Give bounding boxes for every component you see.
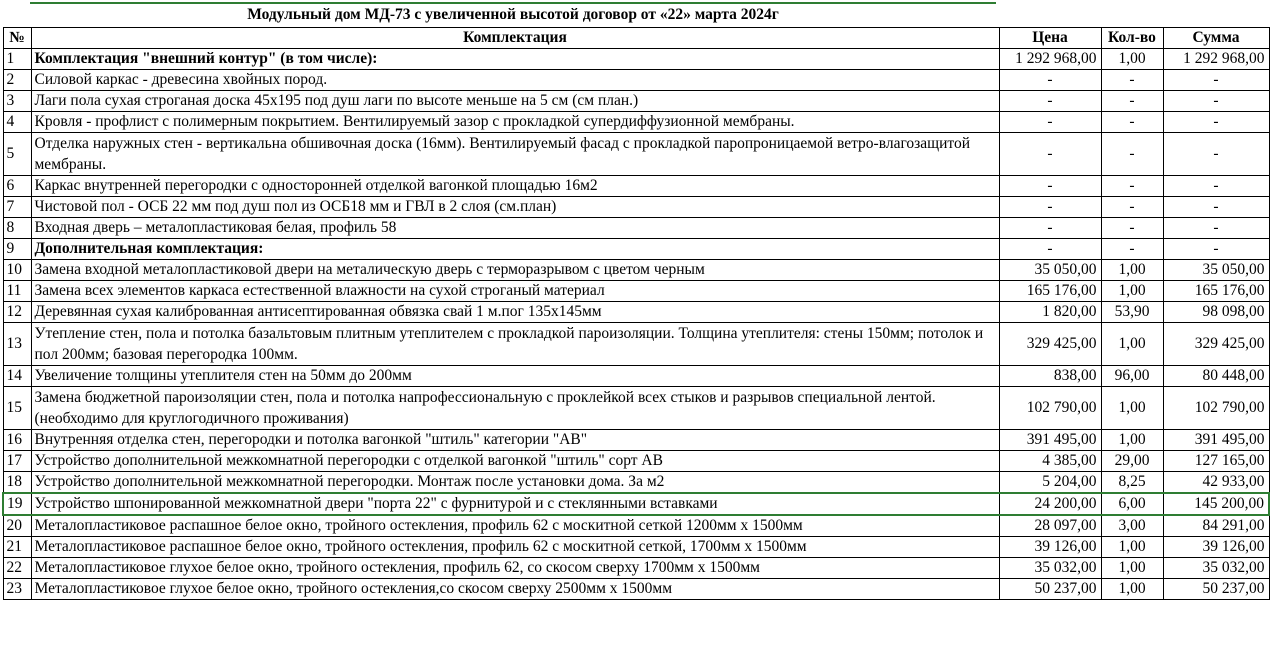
description-cell[interactable]: Металопластиковое распашное белое окно, тройного остекления, профиль 62 с москитной сеткой, 1700мм х 1500мм [31,537,999,558]
header-desc[interactable]: Комплектация [31,28,999,49]
table-row [3,91,1269,112]
sum-cell[interactable]: - [1163,218,1269,239]
table-row [3,49,1269,70]
row-number-cell[interactable]: 2 [3,70,31,91]
description-cell[interactable]: Комплектация "внешний контур" (в том числе): [31,49,999,70]
price-cell[interactable]: - [999,176,1101,197]
row-number-cell[interactable]: 18 [3,472,31,494]
table-row [3,112,1269,133]
row-number-cell[interactable]: 16 [3,430,31,451]
sum-cell[interactable]: - [1163,197,1269,218]
description-cell[interactable]: Устройство дополнительной межкомнатной перегородки с отделкой вагонкой "штиль" сорт АВ [31,451,999,472]
quantity-cell[interactable]: 3,00 [1101,515,1163,537]
table-row [3,451,1269,472]
quantity-cell[interactable]: - [1101,133,1163,176]
description-cell[interactable]: Устройство шпонированной межкомнатной двери "порта 22" с фурнитурой и с стеклянными вставками [31,493,999,515]
row-number-cell[interactable]: 5 [3,133,31,176]
row-number-cell[interactable]: 13 [3,323,31,366]
price-cell[interactable]: 838,00 [999,366,1101,387]
price-cell[interactable]: 1 292 968,00 [999,49,1101,70]
quantity-cell[interactable]: 1,00 [1101,49,1163,70]
price-cell[interactable]: - [999,91,1101,112]
row-number-cell[interactable]: 1 [3,49,31,70]
sum-cell[interactable]: 127 165,00 [1163,451,1269,472]
sum-cell[interactable]: 35 050,00 [1163,260,1269,281]
quantity-cell[interactable]: - [1101,197,1163,218]
row-number-cell[interactable]: 9 [3,239,31,260]
price-cell[interactable]: 35 032,00 [999,558,1101,579]
description-cell[interactable]: Металопластиковое глухое белое окно, тройного остекления,со скосом сверху 2500мм х 1500мм [31,579,999,600]
quantity-cell[interactable]: 1,00 [1101,579,1163,600]
price-cell[interactable]: - [999,239,1101,260]
sum-cell[interactable]: 98 098,00 [1163,302,1269,323]
price-cell[interactable]: 165 176,00 [999,281,1101,302]
header-num[interactable]: № [3,28,31,49]
price-cell[interactable]: - [999,70,1101,91]
price-cell[interactable]: - [999,112,1101,133]
description-cell[interactable]: Утепление стен, пола и потолка базальтовым плитным утеплителем с прокладкой пароизоляции. Толщина утеплителя: стены 150мм; потолок и пол 200мм; базовая перегородка 100мм. [31,323,999,366]
description-cell[interactable]: Увеличение толщины утеплителя стен на 50мм до 200мм [31,366,999,387]
row-number-cell[interactable]: 11 [3,281,31,302]
price-cell[interactable]: 39 126,00 [999,537,1101,558]
quantity-cell[interactable]: 1,00 [1101,430,1163,451]
description-cell[interactable]: Входная дверь – металопластиковая белая, профиль 58 [31,218,999,239]
description-cell[interactable]: Внутренняя отделка стен, перегородки и потолка вагонкой "штиль" категории "АВ" [31,430,999,451]
description-cell[interactable]: Замена входной металопластиковой двери на металическую дверь с терморазрывом с цветом черным [31,260,999,281]
description-cell[interactable]: Дополнительная комплектация: [31,239,999,260]
price-cell[interactable]: 102 790,00 [999,387,1101,430]
quantity-cell[interactable]: - [1101,112,1163,133]
row-number-cell[interactable]: 21 [3,537,31,558]
quantity-cell[interactable]: - [1101,70,1163,91]
table-row [3,239,1269,260]
quantity-cell[interactable]: 96,00 [1101,366,1163,387]
price-cell[interactable]: 4 385,00 [999,451,1101,472]
description-cell[interactable]: Отделка наружных стен - вертикальна обшивочная доска (16мм). Вентилируемый фасад с прокладкой паропроницаемой ветро-влагозащитой мембраны. [31,133,999,176]
quantity-cell[interactable]: 53,90 [1101,302,1163,323]
row-number-cell[interactable]: 17 [3,451,31,472]
sum-cell[interactable]: 35 032,00 [1163,558,1269,579]
description-cell[interactable]: Замена бюджетной пароизоляции стен, пола и потолка напрофессиональную с проклейкой всех стыков и разрывов специальной лентой. (необходимо для круглогодичного проживания) [31,387,999,430]
header-row [3,28,1269,49]
header-sum[interactable]: Сумма [1163,28,1269,49]
description-cell[interactable]: Металопластиковое распашное белое окно, тройного остекления, профиль 62 с москитной сеткой 1200мм х 1500мм [31,515,999,537]
description-cell[interactable]: Лаги пола сухая строганая доска 45х195 под душ лаги по высоте меньше на 5 см (см план.) [31,91,999,112]
sum-cell[interactable]: 50 237,00 [1163,579,1269,600]
row-number-cell[interactable]: 20 [3,515,31,537]
table-row [3,579,1269,600]
price-cell[interactable]: 1 820,00 [999,302,1101,323]
quantity-cell[interactable]: 29,00 [1101,451,1163,472]
row-number-cell[interactable]: 15 [3,387,31,430]
sum-cell[interactable]: 165 176,00 [1163,281,1269,302]
sum-cell[interactable]: 39 126,00 [1163,537,1269,558]
sum-cell[interactable]: 84 291,00 [1163,515,1269,537]
description-cell[interactable]: Замена всех элементов каркаса естественной влажности на сухой строганый материал [31,281,999,302]
description-cell[interactable]: Кровля - профлист с полимерным покрытием. Вентилируемый зазор с прокладкой супердиффузионной мембраны. [31,112,999,133]
quantity-cell[interactable]: - [1101,218,1163,239]
description-cell[interactable]: Металопластиковое глухое белое окно, тройного остекления, профиль 62, со скосом сверху 1700мм х 1500мм [31,558,999,579]
table-row [3,133,1269,176]
row-number-cell[interactable]: 4 [3,112,31,133]
price-cell[interactable]: 391 495,00 [999,430,1101,451]
sum-cell[interactable]: - [1163,91,1269,112]
price-cell[interactable]: - [999,218,1101,239]
table-row [3,260,1269,281]
sum-cell[interactable]: - [1163,239,1269,260]
sum-cell[interactable]: 1 292 968,00 [1163,49,1269,70]
price-cell[interactable]: 35 050,00 [999,260,1101,281]
price-cell[interactable]: 5 204,00 [999,472,1101,494]
quantity-cell[interactable]: 1,00 [1101,558,1163,579]
table-row [3,558,1269,579]
table-row [3,515,1269,537]
row-number-cell[interactable]: 10 [3,260,31,281]
quantity-cell[interactable]: 1,00 [1101,281,1163,302]
row-number-cell[interactable]: 3 [3,91,31,112]
header-qty[interactable]: Кол-во [1101,28,1163,49]
table-row [3,430,1269,451]
description-cell[interactable]: Силовой каркас - древесина хвойных пород. [31,70,999,91]
row-number-cell[interactable]: 14 [3,366,31,387]
sum-cell[interactable]: 145 200,00 [1163,493,1269,515]
sum-cell[interactable]: 80 448,00 [1163,366,1269,387]
table-row [3,197,1269,218]
row-number-cell[interactable]: 22 [3,558,31,579]
description-cell[interactable]: Устройство дополнительной межкомнатной перегородки. Монтаж после установки дома. За м2 [31,472,999,494]
price-cell[interactable]: 50 237,00 [999,579,1101,600]
quantity-cell[interactable]: 8,25 [1101,472,1163,494]
sum-cell[interactable]: 329 425,00 [1163,323,1269,366]
row-number-cell[interactable]: 8 [3,218,31,239]
sum-cell[interactable]: 391 495,00 [1163,430,1269,451]
quantity-cell[interactable]: - [1101,91,1163,112]
table-row [3,302,1269,323]
sum-cell[interactable]: 102 790,00 [1163,387,1269,430]
table-row [3,176,1269,197]
description-cell[interactable]: Деревянная сухая калиброванная антисептированная обвязка свай 1 м.пог 135х145мм [31,302,999,323]
quantity-cell[interactable]: 6,00 [1101,493,1163,515]
table-row [3,387,1269,430]
description-cell[interactable]: Чистовой пол - ОСБ 22 мм под душ пол из ОСБ18 мм и ГВЛ в 2 слоя (см.план) [31,197,999,218]
table-row [3,70,1269,91]
table-row [3,493,1269,515]
header-price[interactable]: Цена [999,28,1101,49]
price-cell[interactable]: 329 425,00 [999,323,1101,366]
description-cell[interactable]: Каркас внутренней перегородки с односторонней отделкой вагонкой площадью 16м2 [31,176,999,197]
table-row [3,366,1269,387]
row-number-cell[interactable]: 7 [3,197,31,218]
sum-cell[interactable]: - [1163,70,1269,91]
quantity-cell[interactable]: 1,00 [1101,323,1163,366]
price-cell[interactable]: 28 097,00 [999,515,1101,537]
specification-table [2,27,1270,600]
sum-cell[interactable]: - [1163,176,1269,197]
quantity-cell[interactable]: 1,00 [1101,537,1163,558]
row-number-cell[interactable]: 12 [3,302,31,323]
document-title: Модульный дом МД-73 с увеличенной высотой договор от «22» марта 2024г [247,6,779,23]
table-row [3,281,1269,302]
table-row [3,323,1269,366]
table-row [3,537,1269,558]
row-number-cell[interactable]: 23 [3,579,31,600]
sum-cell[interactable]: - [1163,133,1269,176]
quantity-cell[interactable]: 1,00 [1101,387,1163,430]
sum-cell[interactable]: 42 933,00 [1163,472,1269,494]
quantity-cell[interactable]: 1,00 [1101,260,1163,281]
price-cell[interactable]: - [999,133,1101,176]
quantity-cell[interactable]: - [1101,239,1163,260]
row-number-cell[interactable]: 19 [3,493,31,515]
sum-cell[interactable]: - [1163,112,1269,133]
row-number-cell[interactable]: 6 [3,176,31,197]
price-cell[interactable]: 24 200,00 [999,493,1101,515]
table-body [3,49,1269,600]
quantity-cell[interactable]: - [1101,176,1163,197]
table-row [3,472,1269,494]
price-cell[interactable]: - [999,197,1101,218]
table-row [3,218,1269,239]
